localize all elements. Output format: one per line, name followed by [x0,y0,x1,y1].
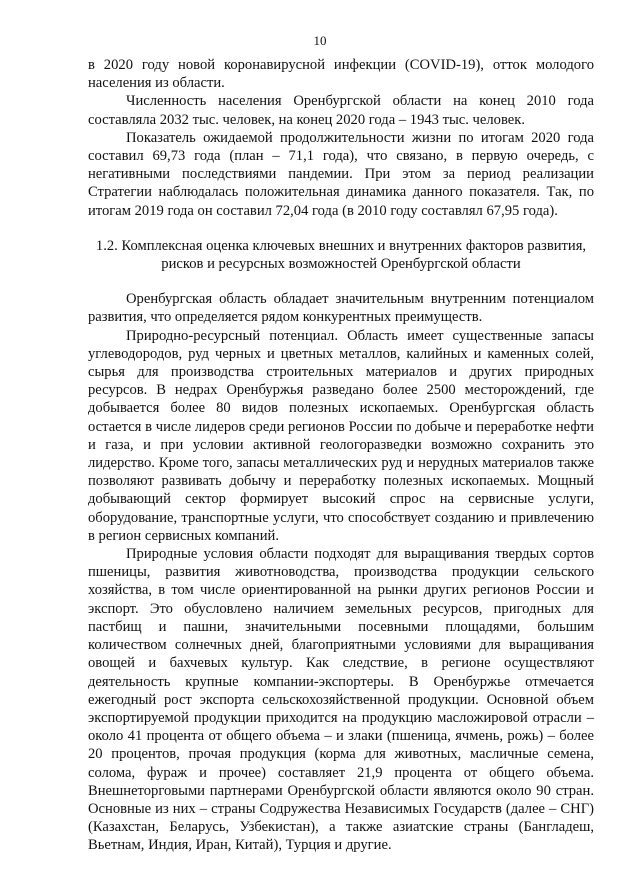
section-heading: 1.2. Комплексная оценка ключевых внешних и внутренних факторов развития, рисков и ресурсных возможностей Оренбургской области [95,237,587,273]
paragraph-covid-continuation: в 2020 году новой коронавирусной инфекции (COVID-19), отток молодого населения из области. [88,57,594,92]
paragraph-population: Численность населения Оренбургской области на конец 2010 года составляла 2032 тыс. человек, на конец 2020 года – 1943 тыс. человек. [88,93,594,128]
paragraph-life-expectancy: Показатель ожидаемой продолжительности жизни по итогам 2020 года составил 69,73 года (план – 71,1 года), что связано, в первую очередь, с негативными последствиями пандемии. При этом за период реализации Стратегии наблюдалась положительная динамика данного показателя. Так, по итогам 2019 года он составил 72,04 года (в 2010 году составлял 67,95 года). [88,129,594,219]
page-number: 10 [313,33,327,48]
paragraph-potential: Оренбургская область обладает значительным внутренним потенциалом развития, что определяется рядом конкурентных преимуществ. [88,291,594,326]
paragraph-agriculture: Природные условия области подходят для выращивания твердых сортов пшеницы, развития животноводства, производства продукции сельского хозяйства, в том числе ориентированной на рынки других регионов России и экспорт. Это обусловлено наличием земельных ресурсов, пригодных для пастбищ и пашни, значительными посевными площадями, большим количеством солнечных дней, благоприятными условиями для выращивания овощей и бахчевых культур. Как следствие, в регионе осуществляют деятельность крупные компании-экспортеры. В Оренбуржье отмечается ежегодный рост экспорта сельскохозяйственной продукции. Основной объем экспортируемой продукции приходится на продукцию масложировой отрасли – около 41 процента от общего объема – и злаки (пшеница, ячмень, рожь) – более 20 процентов, прочая продукция (корма для животных, масличные семена, солома, фураж и прочее) составляет 21,9 процента от общего объема. Внешнеторговыми партнерами Оренбургской области являются около 90 стран. Основные из них – страны Содружества Независимых Государств (далее – СНГ) (Казахстан, Беларусь, Узбекистан), а также азиатские страны (Бангладеш, Вьетнам, Индия, Иран, Китай), Турция и другие. [88,546,594,854]
paragraph-natural-resources: Природно-ресурсный потенциал. Область имеет существенные запасы углеводородов, руд черных и цветных металлов, калийных и каменных солей, сырья для производства строительных материалов и других природных ресурсов. В недрах Оренбуржья разведано более 2500 месторождений, где добывается более 80 видов полезных ископаемых. Оренбургская область остается в числе лидеров среди регионов России по добыче и переработке нефти и газа, и при условии активной геологоразведки возможно сохранить это лидерство. Кроме того, запасы металлических руд и нерудных материалов также позволяют развивать добычу и переработку полезных ископаемых. Мощный добывающий сектор формирует высокий спрос на сервисные услуги, оборудование, транспортные услуги, что способствует созданию и привлечению в регион сервисных компаний. [88,327,594,544]
page-content [88,56,594,855]
